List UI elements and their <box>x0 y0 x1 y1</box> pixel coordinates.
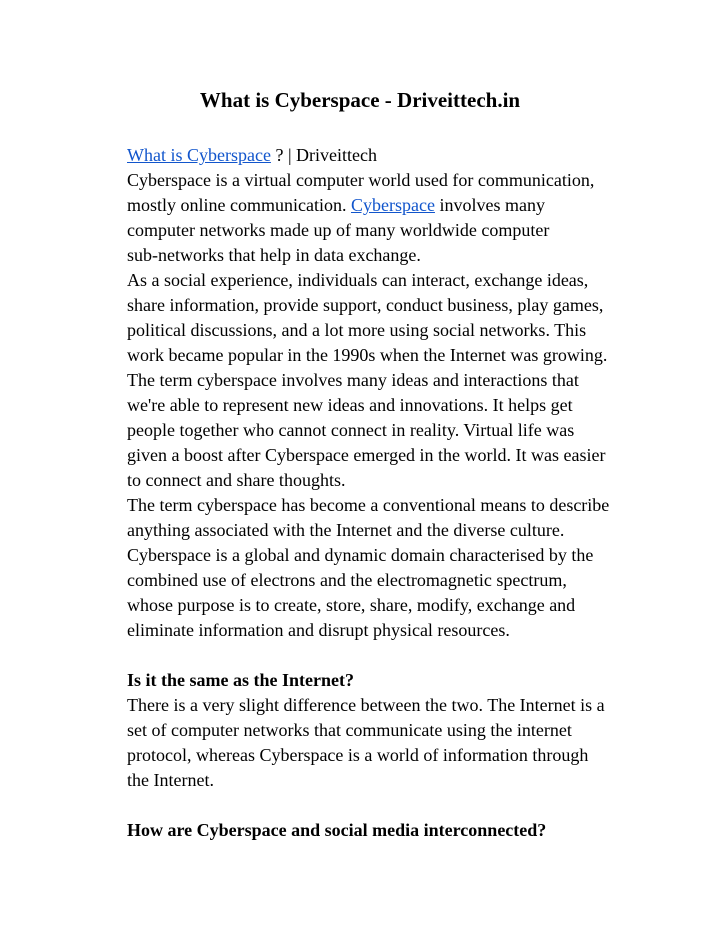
intro-line <box>127 143 647 168</box>
paragraph-line: we're able to represent new ideas and innovations. It helps get <box>127 395 573 415</box>
paragraph-line: Cyberspace is a virtual computer world used for communication, <box>127 170 595 190</box>
paragraph-line: sub-networks that help in data exchange. <box>127 245 421 265</box>
paragraph-line: set of computer networks that communicate using the internet <box>127 720 572 740</box>
paragraph-line: political discussions, and a lot more using social networks. This <box>127 320 587 340</box>
paragraph-line: The term cyberspace involves many ideas and interactions that <box>127 370 579 390</box>
paragraph-line: to connect and share thoughts. <box>127 470 346 490</box>
what-is-cyberspace-link[interactable]: What is Cyberspace <box>127 145 271 165</box>
line-text: involves many <box>434 195 545 215</box>
paragraph-line: combined use of electrons and the electromagnetic spectrum, <box>127 570 567 590</box>
paragraph-line: The term cyberspace has become a conventional means to describe <box>127 495 610 515</box>
paragraph-line: There is a very slight difference between the two. The Internet is a <box>127 695 605 715</box>
blank-line <box>127 643 647 668</box>
paragraph-line: given a boost after Cyberspace emerged in the world. It was easier <box>127 445 606 465</box>
paragraph-line: eliminate information and disrupt physical resources. <box>127 620 510 640</box>
paragraph-line: the Internet. <box>127 770 214 790</box>
paragraph-line: anything associated with the Internet and the diverse culture. <box>127 520 565 540</box>
section-heading: Is it the same as the Internet? <box>127 670 354 690</box>
paragraph-line: Cyberspace is a global and dynamic domain characterised by the <box>127 545 594 565</box>
blank-line <box>127 793 647 818</box>
paragraph-line: people together who cannot connect in reality. Virtual life was <box>127 420 575 440</box>
document-title: What is Cyberspace - Driveittech.in <box>199 88 521 112</box>
section-heading: How are Cyberspace and social media interconnected? <box>127 820 547 840</box>
paragraph-line: protocol, whereas Cyberspace is a world of information through <box>127 745 589 765</box>
paragraph-line: share information, provide support, conduct business, play games, <box>127 295 604 315</box>
intro-suffix: ? | Driveittech <box>270 145 378 165</box>
paragraph-line: work became popular in the 1990s when the Internet was growing. <box>127 345 608 365</box>
paragraph-line <box>127 193 647 218</box>
cyberspace-link[interactable]: Cyberspace <box>350 195 435 215</box>
paragraph-line: As a social experience, individuals can interact, exchange ideas, <box>127 270 589 290</box>
paragraph-line: whose purpose is to create, store, share, modify, exchange and <box>127 595 576 615</box>
paragraph-line: computer networks made up of many worldwide computer <box>127 220 550 240</box>
document-body <box>127 143 647 843</box>
line-text: mostly online communication. <box>127 195 351 215</box>
